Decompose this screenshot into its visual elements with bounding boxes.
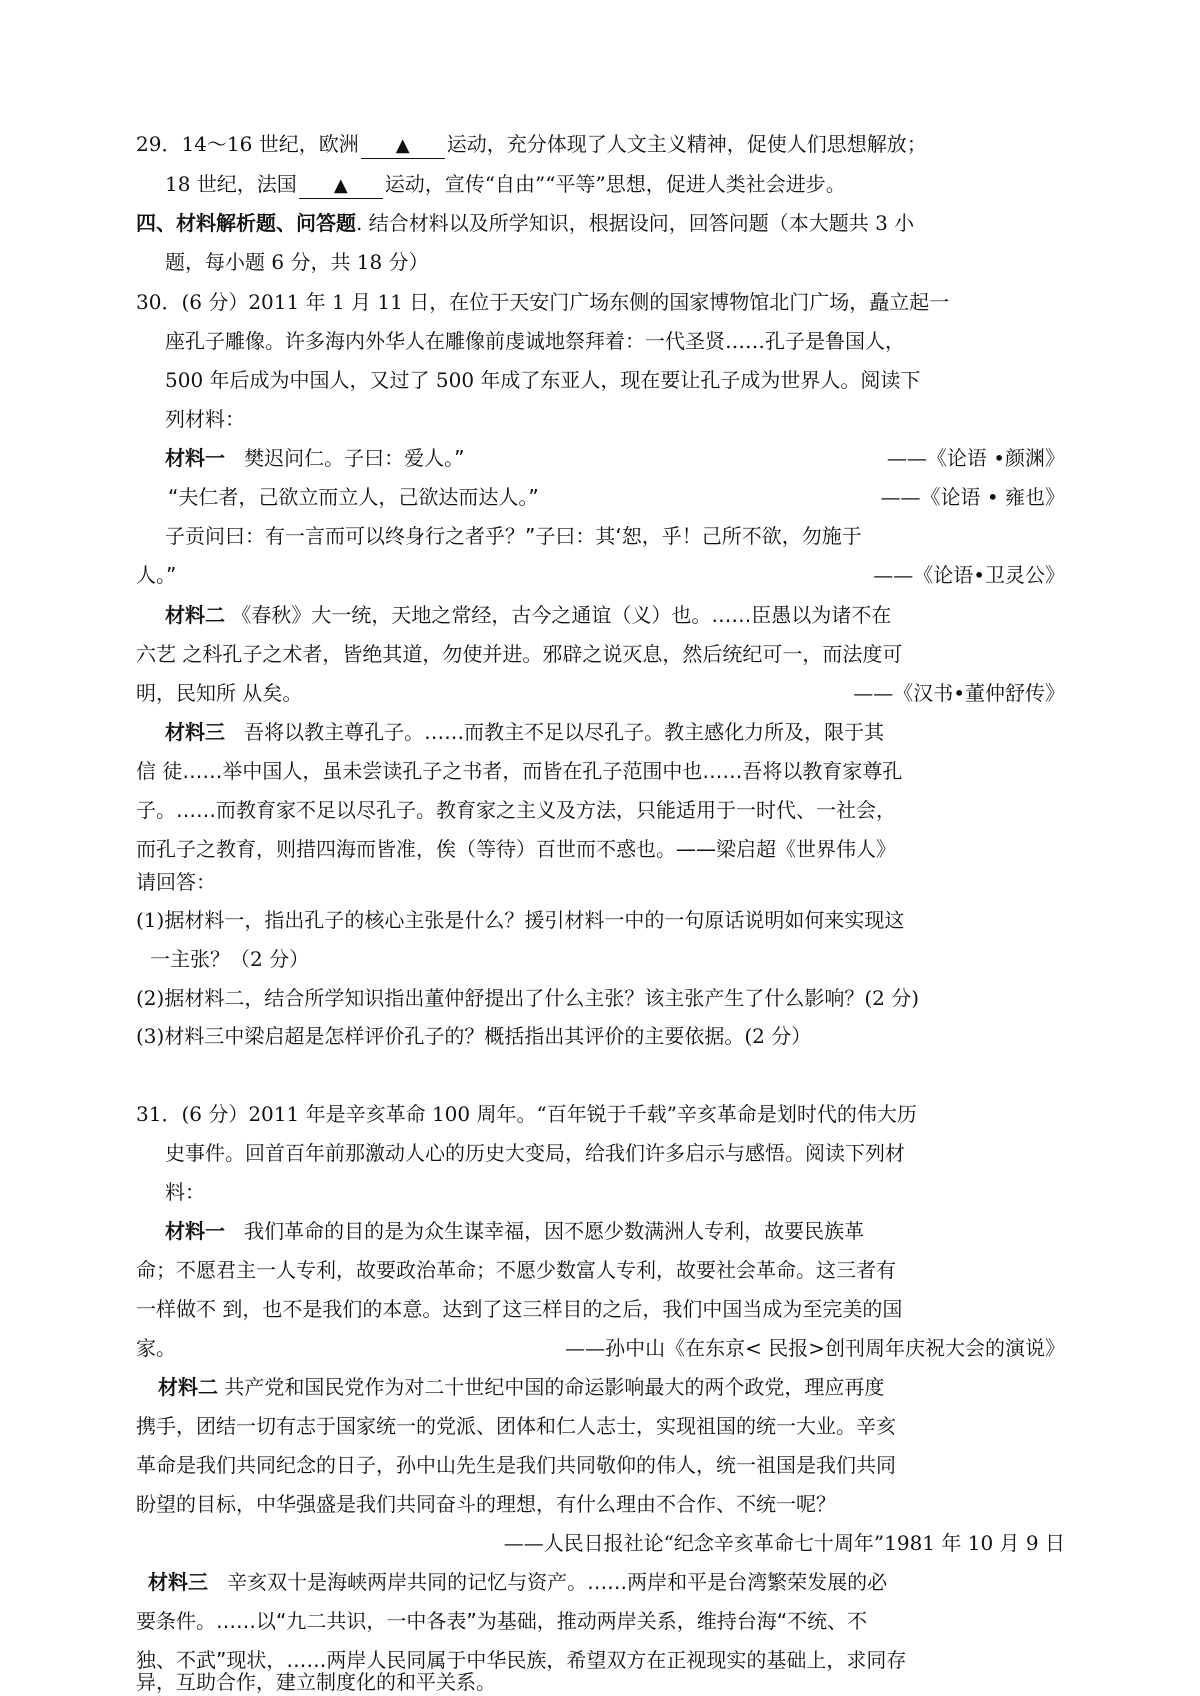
material-label: 材料二 xyxy=(165,603,225,627)
material-text: 要条件。……以“九二共识，一中各表”为基础，推动两岸关系，维持台海“不统、不 xyxy=(136,1609,868,1633)
q31-stem: 料： xyxy=(165,1180,205,1204)
answer-blank[interactable]: ▲ xyxy=(299,174,383,199)
material-text: 吾将以教主尊孔子。……而教主不足以尽孔子。教主感化力所及，限于其 xyxy=(244,720,885,744)
q31-material-2 xyxy=(158,1373,884,1401)
material-text: 明，民知所 从矣。 xyxy=(136,681,303,705)
material-label: 材料一 xyxy=(165,1219,225,1243)
q29-line-1 xyxy=(136,130,927,158)
q29-text: 29．14～16 世纪，欧洲 xyxy=(136,132,359,156)
q30-stem: 列材料： xyxy=(165,407,245,431)
answer-blank[interactable]: ▲ xyxy=(361,134,445,159)
q30-material-1 xyxy=(165,444,464,472)
material-label: 材料二 xyxy=(158,1375,218,1399)
material-label: 材料三 xyxy=(148,1570,208,1594)
answer-prompt: 请回答： xyxy=(136,870,216,894)
q30-stem: 座孔子雕像。许多海内外华人在雕像前虔诚地祭拜着：一代圣贤……孔子是鲁国人， xyxy=(165,329,905,353)
q29-text: 运动，充分体现了人文主义精神，促使人们思想解放； xyxy=(446,132,927,156)
material-label: 材料一 xyxy=(165,446,225,470)
material-source: ——《汉书•董仲舒传》 xyxy=(853,681,1065,705)
q31-material-1 xyxy=(165,1217,864,1245)
material-text: 辛亥双十是海峡两岸共同的记忆与资产。……两岸和平是台湾繁荣发展的必 xyxy=(227,1570,888,1594)
q29-text: 18 世纪，法国 xyxy=(165,172,297,196)
material-text: 人。” xyxy=(136,563,177,587)
q30-stem: 500 年后成为中国人，又过了 500 年成了东亚人，现在要让孔子成为世界人。阅读下 xyxy=(165,368,921,392)
q30-material-3 xyxy=(165,718,884,746)
section-4-heading xyxy=(136,209,914,237)
section-instruction: . 结合材料以及所学知识，根据设问，回答问题（本大题共 3 小 xyxy=(356,211,915,235)
q30-stem: 30．(6 分）2011 年 1 月 11 日，在位于天安门广场东侧的国家博物馆北门广场，矗立起一 xyxy=(136,290,950,314)
material-text: 共产党和国民党作为对二十世纪中国的命运影响最大的两个政党，理应再度 xyxy=(224,1375,885,1399)
sub-question-1: 一主张？（2 分） xyxy=(150,947,310,971)
material-text: 我们革命的目的是为众生谋幸福，因不愿少数满洲人专利，故要民族革 xyxy=(244,1219,865,1243)
material-text: 《春秋》大一统，天地之常经，古今之通谊（义）也。……臣愚以为诸不在 xyxy=(231,603,892,627)
q31-material-3 xyxy=(148,1568,887,1596)
material-text: 信 徒……举中国人，虽未尝读孔子之书者，而皆在孔子范围中也……吾将以教育家尊孔 xyxy=(136,759,903,783)
q31-stem: 31．(6 分）2011 年是辛亥革命 100 周年。“百年锐于千载”辛亥革命是划时代的伟大历 xyxy=(136,1102,917,1126)
material-text: 一样做不 到，也不是我们的本意。达到了这三样目的之后，我们中国当成为至完美的国 xyxy=(136,1297,903,1321)
sub-question-1: (1)据材料一，指出孔子的核心主张是什么？援引材料一中的一句原话说明如何来实现这 xyxy=(136,908,905,932)
q29-text: 运动，宣传“自由”“平等”思想，促进人类社会进步。 xyxy=(384,172,846,196)
sub-question-3: (3)材料三中梁启超是怎样评价孔子的？概括指出其评价的主要依据。(2 分） xyxy=(136,1024,812,1048)
material-text: 家。 xyxy=(136,1336,176,1360)
material-text: 樊迟问仁。子曰：爱人。” xyxy=(244,446,465,470)
material-text: 子。……而教育家不足以尽孔子。教育家之主义及方法，只能适用于一时代、一社会， xyxy=(136,798,896,822)
material-source: ——《论语•卫灵公》 xyxy=(873,563,1065,587)
material-source: ——孙中山《在东京< 民报>创刊周年庆祝大会的演说》 xyxy=(565,1336,1065,1360)
material-text: 命；不愿君主一人专利，故要政治革命；不愿少数富人专利，故要社会革命。这三者有 xyxy=(136,1258,896,1282)
section-4-line-2: 题，每小题 6 分，共 18 分） xyxy=(165,250,429,274)
material-text: 六艺 之科孔子之术者，皆绝其道，勿使并进。邪辟之说灭息，然后统纪可一，而法度可 xyxy=(136,642,903,666)
material-label: 材料三 xyxy=(165,720,225,744)
q30-material-2 xyxy=(165,601,891,629)
q29-line-2 xyxy=(165,170,846,198)
material-text: 盼望的目标，中华强盛是我们共同奋斗的理想，有什么理由不合作、不统一呢？ xyxy=(136,1492,836,1516)
material-text: 携手，团结一切有志于国家统一的党派、团体和仁人志士，实现祖国的统一大业。辛亥 xyxy=(136,1414,896,1438)
material-text: 异，互助合作，建立制度化的和平关系。 xyxy=(136,1670,496,1694)
section-title: 四、材料解析题、问答题 xyxy=(136,211,356,235)
material-text: 独、不武”现状，……两岸人民同属于中华民族，希望双方在正视现实的基础上，求同存 xyxy=(136,1648,907,1672)
material-text: 子贡问曰：有一言而可以终身行之者乎？”子曰：其‘恕，乎！己所不欲，勿施于 xyxy=(165,524,862,548)
material-source: ——《论语 •颜渊》 xyxy=(886,446,1065,470)
material-text: “夫仁者，己欲立而立人，己欲达而达人。” xyxy=(168,485,539,509)
q31-stem: 史事件。回首百年前那激动人心的历史大变局，给我们许多启示与感悟。阅读下列材 xyxy=(165,1141,905,1165)
sub-question-2: (2)据材料二，结合所学知识指出董仲舒提出了什么主张？该主张产生了什么影响？(2 分) xyxy=(136,986,920,1010)
material-source: ——人民日报社论“纪念辛亥革命七十周年”1981 年 10 月 9 日 xyxy=(503,1531,1065,1555)
material-text: 而孔子之教育，则措四海而皆准，俟（等待）百世而不惑也。——梁启超《世界伟人》 xyxy=(136,837,896,861)
material-source: ——《论语 • 雍也》 xyxy=(880,485,1065,509)
material-text: 革命是我们共同纪念的日子，孙中山先生是我们共同敬仰的伟人，统一祖国是我们共同 xyxy=(136,1453,896,1477)
